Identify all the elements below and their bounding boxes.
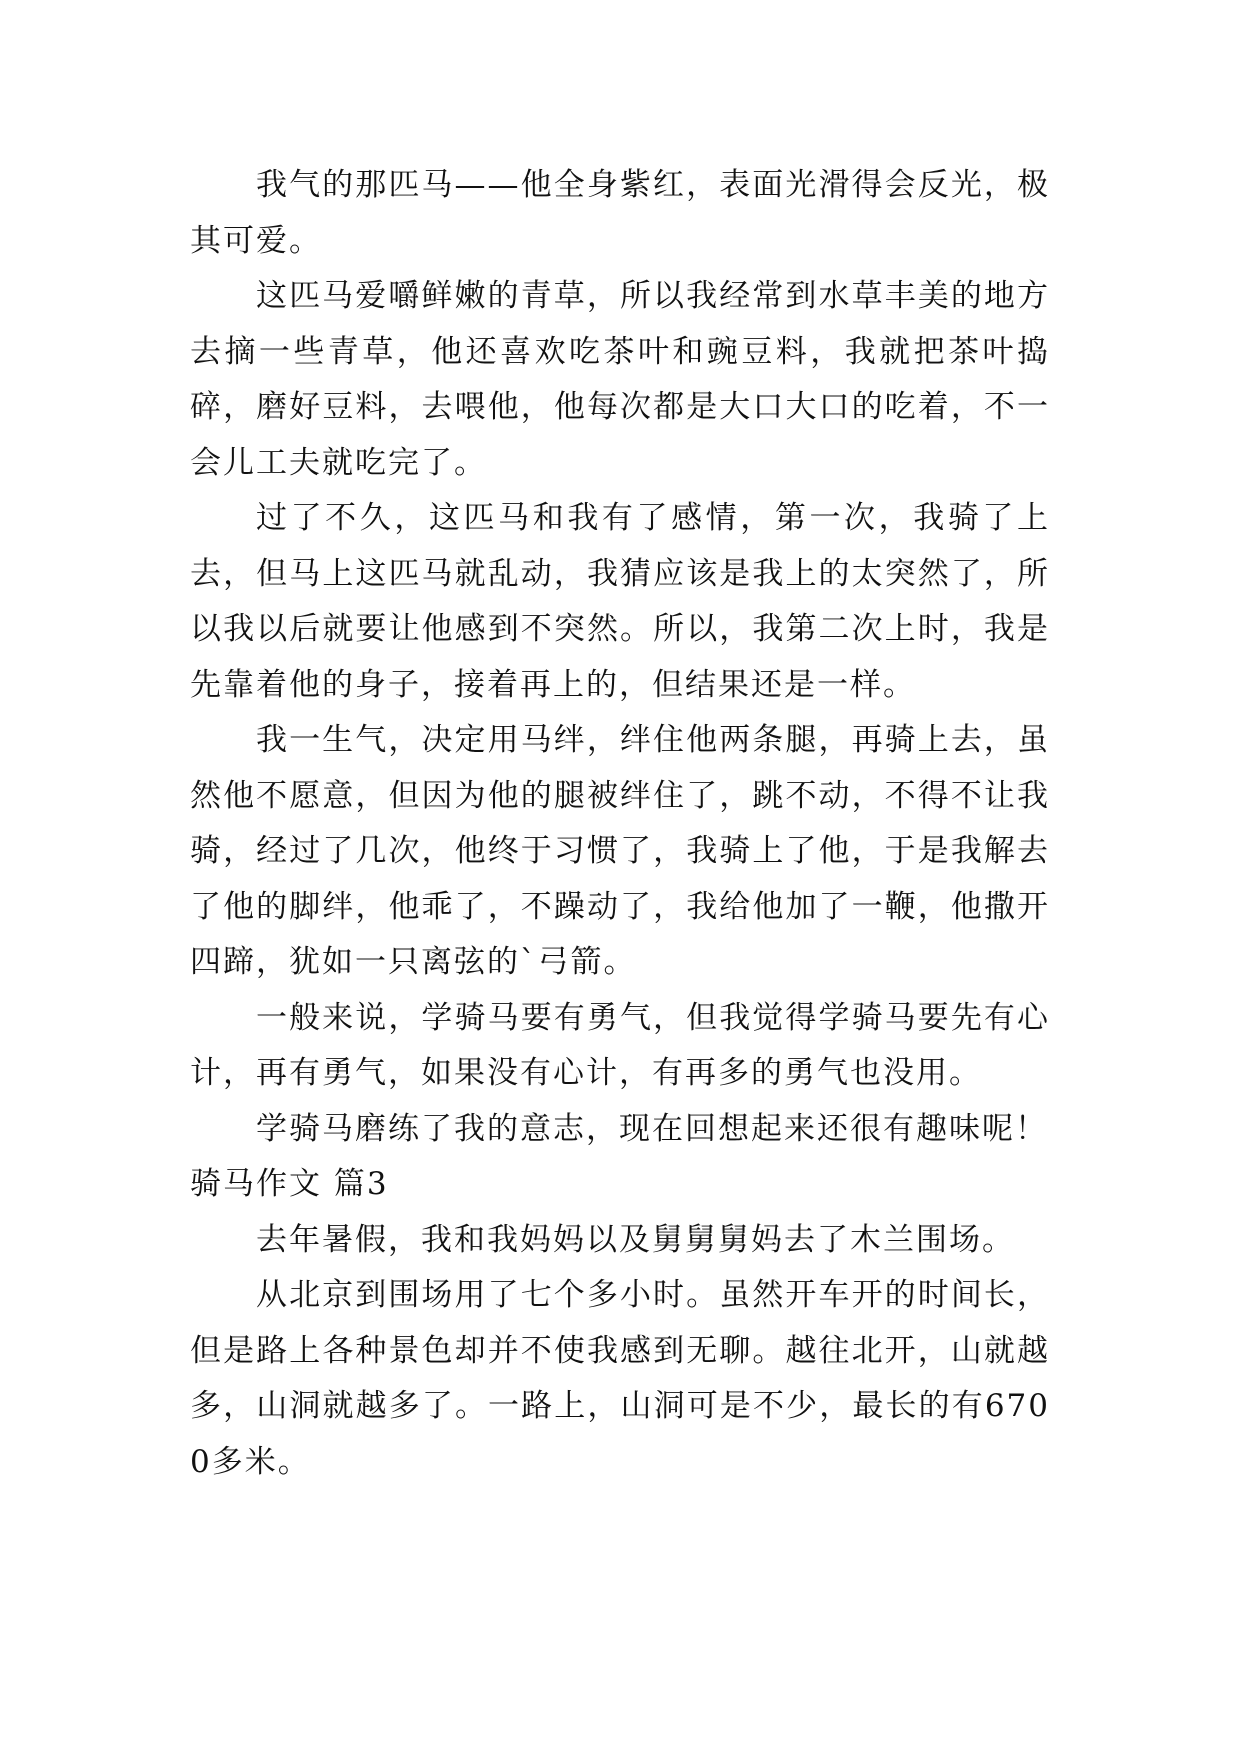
- paragraph: 一般来说，学骑马要有勇气，但我觉得学骑马要先有心计，再有勇气，如果没有心计，有再多的勇气也没用。: [190, 999, 1050, 1091]
- paragraph: 我一生气，决定用马绊，绊住他两条腿，再骑上去，虽然他不愿意，但因为他的腿被绊住了，跳不动，不得不让我骑，经过了几次，他终于习惯了，我骑上了他，于是我解去了他的脚绊，他乖了，不躁动了，我给他加了一鞭，他撒开四蹄，犹如一只离弦的`弓箭。: [190, 722, 1050, 980]
- document-body: [190, 158, 1050, 1490]
- paragraph: 去年暑假，我和我妈妈以及舅舅舅妈去了木兰围场。: [256, 1221, 1015, 1258]
- paragraph: 我气的那匹马——他全身紫红，表面光滑得会反光，极其可爱。: [190, 167, 1050, 259]
- paragraph: 这匹马爱嚼鲜嫩的青草，所以我经常到水草丰美的地方去摘一些青草，他还喜欢吃茶叶和豌豆料，我就把茶叶捣碎，磨好豆料，去喂他，他每次都是大口大口的吃着，不一会儿工夫就吃完了。: [190, 278, 1050, 481]
- paragraph: 学骑马磨练了我的意志，现在回想起来还很有趣味呢！: [256, 1110, 1048, 1147]
- paragraph: 过了不久，这匹马和我有了感情，第一次，我骑了上去，但马上这匹马就乱动，我猜应该是我上的太突然了，所以我以后就要让他感到不突然。所以，我第二次上时，我是先靠着他的身子，接着再上的，但结果还是一样。: [190, 500, 1050, 703]
- section-heading: 骑马作文 篇3: [190, 1166, 389, 1202]
- paragraph: 从北京到围场用了七个多小时。虽然开车开的时间长，但是路上各种景色却并不使我感到无聊。越往北开，山就越多，山洞就越多了。一路上，山洞可是不少，最长的有6700多米。: [190, 1277, 1050, 1480]
